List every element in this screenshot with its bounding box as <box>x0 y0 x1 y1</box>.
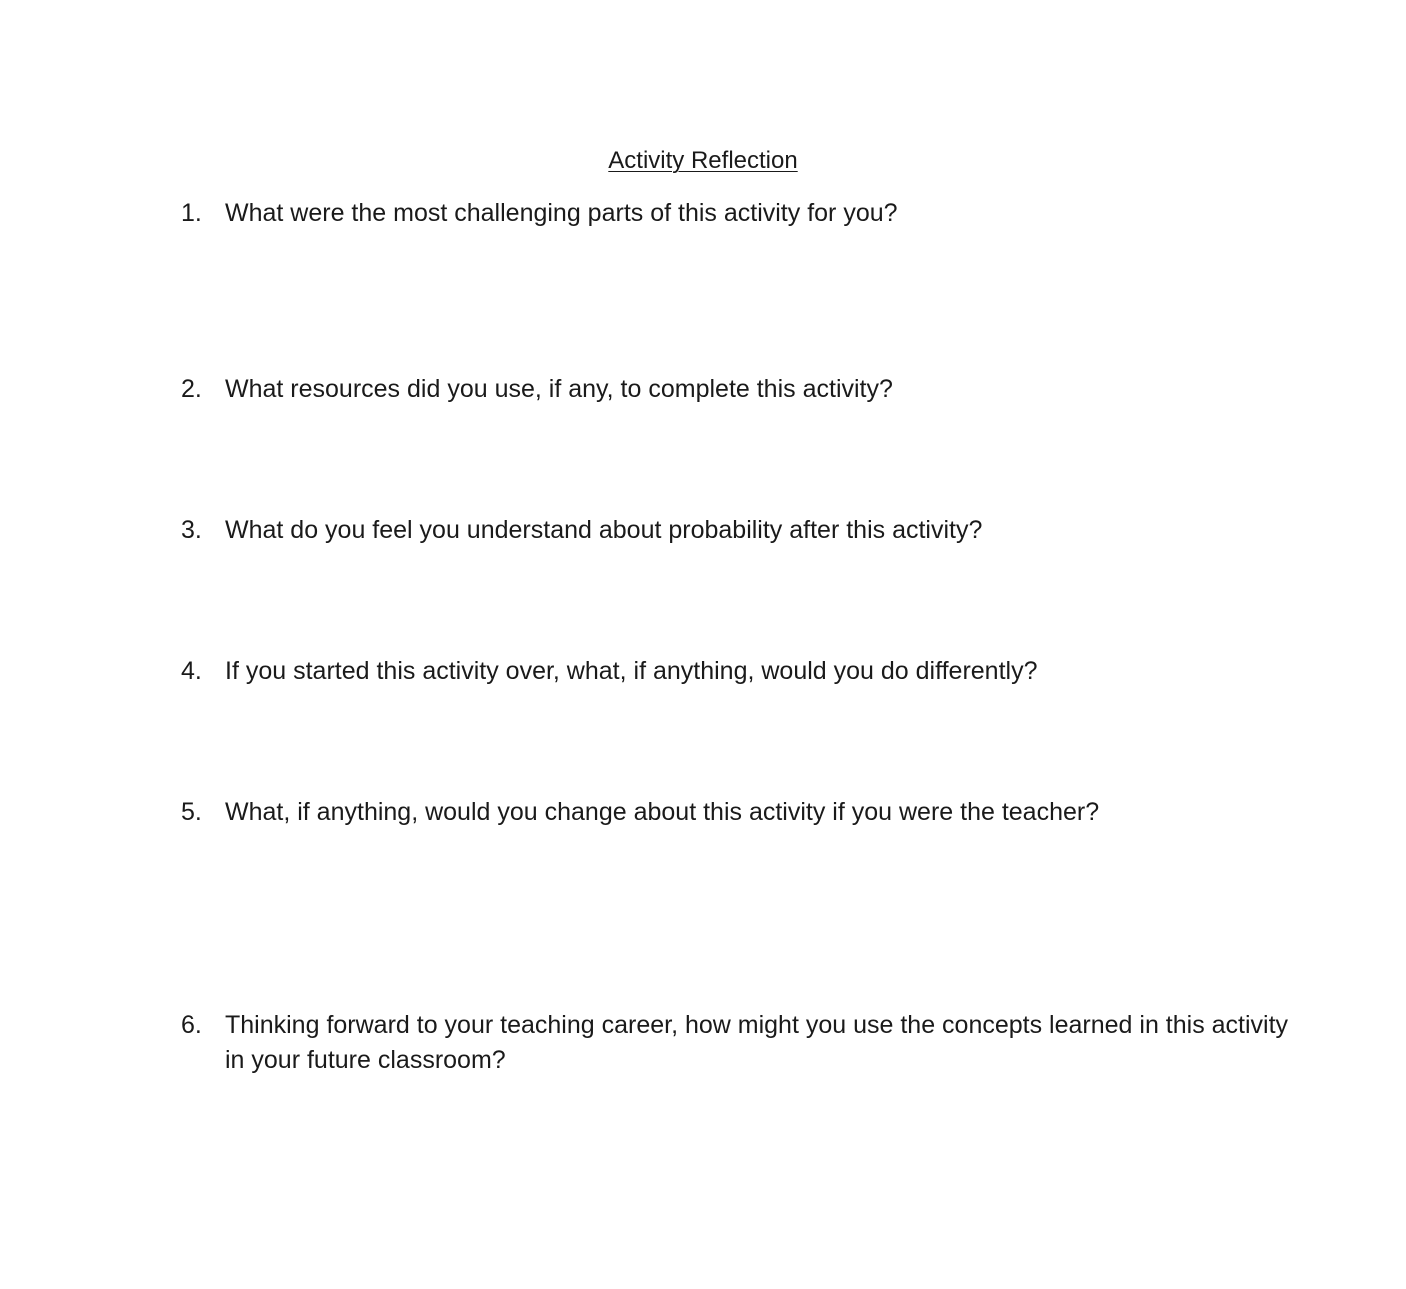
question-number: 4. <box>181 657 202 685</box>
question-text: What, if anything, would you change about this activity if you were the teacher? <box>225 798 1100 826</box>
question-item <box>181 372 1291 407</box>
question-number: 1. <box>181 199 202 227</box>
question-item <box>181 795 1291 830</box>
question-number: 5. <box>181 798 202 826</box>
question-number: 6. <box>181 1011 202 1039</box>
question-item <box>181 513 1291 548</box>
question-text: What resources did you use, if any, to complete this activity? <box>225 375 893 403</box>
question-number: 2. <box>181 375 202 403</box>
question-text: What were the most challenging parts of this activity for you? <box>225 199 898 227</box>
question-text: What do you feel you understand about probability after this activity? <box>225 516 983 544</box>
question-item <box>181 654 1291 689</box>
question-text: If you started this activity over, what, if anything, would you do differently? <box>225 657 1038 685</box>
question-text: Thinking forward to your teaching career, how might you use the concepts learned in this activity in your future classroom? <box>225 1011 1289 1074</box>
question-item <box>181 1008 1291 1078</box>
page-title <box>0 145 1406 177</box>
page-title-text: Activity Reflection <box>608 147 798 174</box>
question-number: 3. <box>181 516 202 544</box>
question-item <box>181 196 1291 231</box>
